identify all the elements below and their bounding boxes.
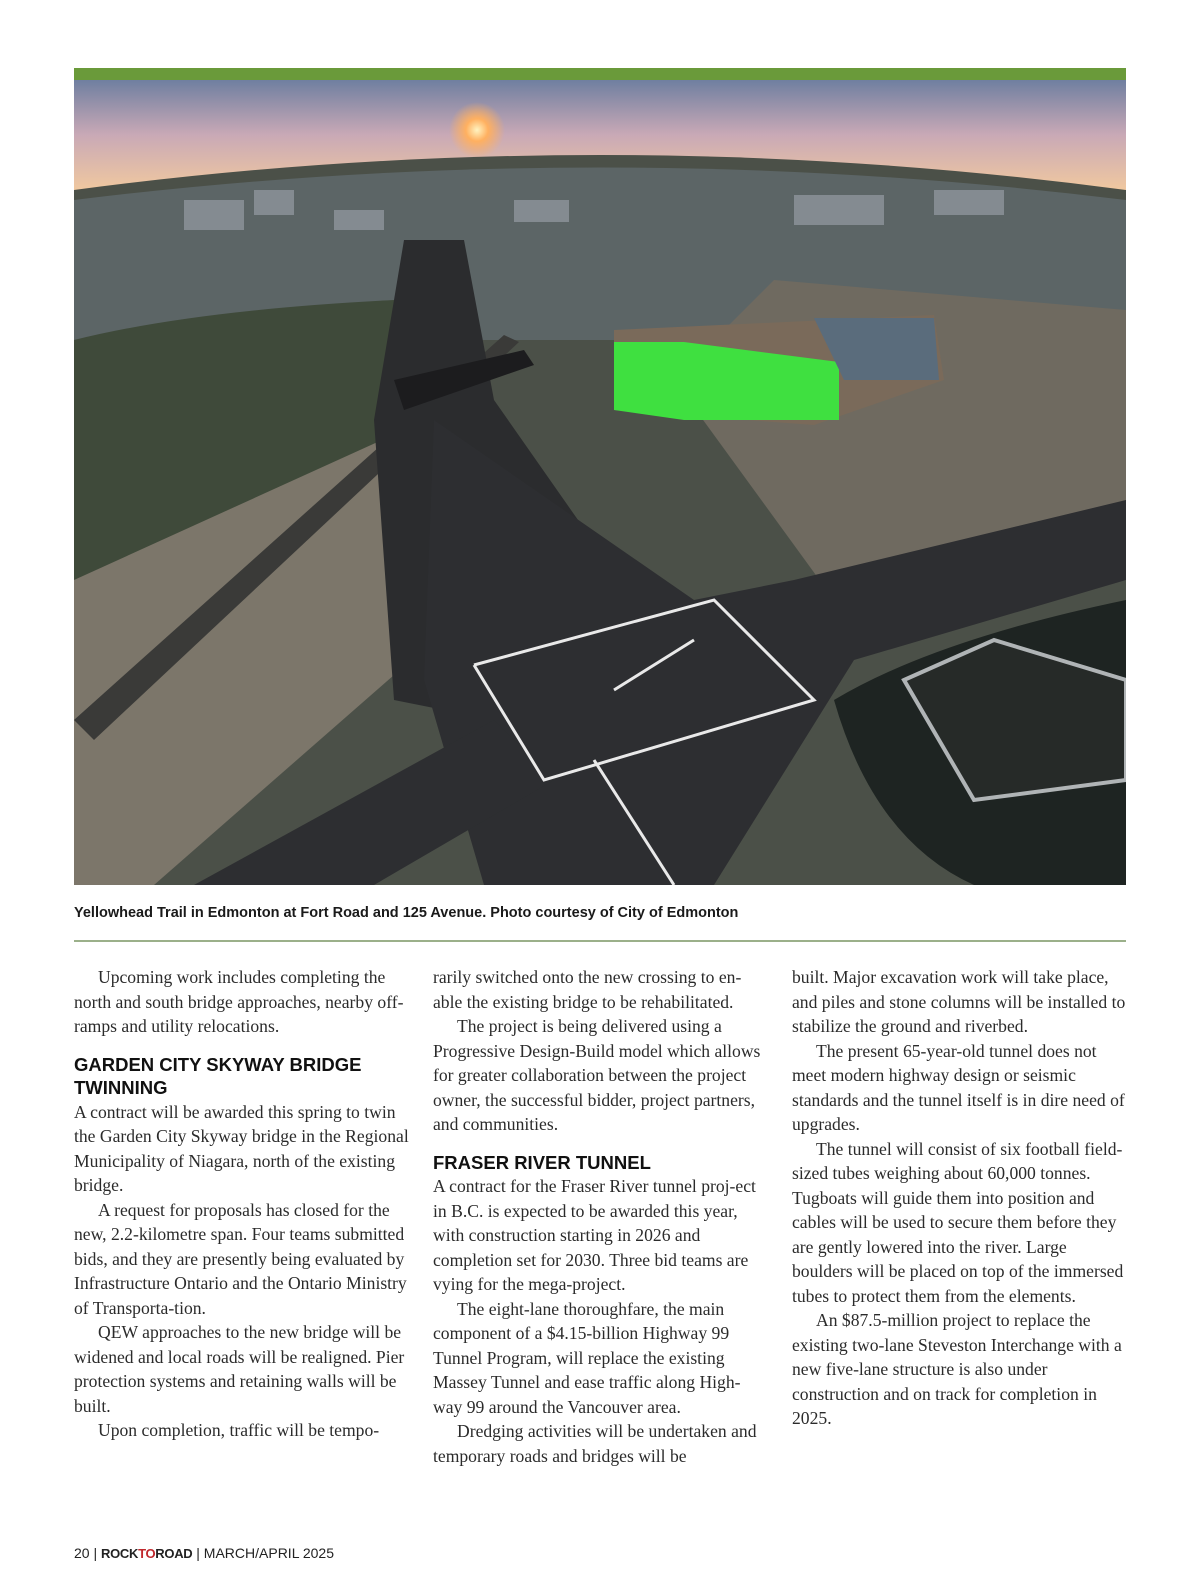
magazine-logo: ROCKTOROAD xyxy=(101,1546,193,1561)
section-heading-fraser-river: FRASER RIVER TUNNEL xyxy=(433,1151,651,1173)
paragraph: The project is being delivered using a Progressive Design-Build model which allows for greater collaboration between the project owner, the successful bidder, project partners, and communities. xyxy=(433,1016,761,1134)
paragraph: The tunnel will consist of six football field-sized tubes weighing about 60,000 tonnes. Tugboats will guide them into position and cables will be used to secure them before they are gently lowered into the river. Large boulders will be placed on top of the immersed tubes to protect them from the elements. xyxy=(792,1138,1124,1306)
paragraph: A contract for the Fraser River tunnel proj-ect in B.C. is expected to be awarded this year, with construction starting in 2026 and completion set for 2030. Three bid teams are vying for the mega-project. xyxy=(433,1176,756,1294)
paragraph: rarily switched onto the new crossing to en-able the existing bridge to be rehabilitated. xyxy=(433,967,742,1012)
page-number: 20 xyxy=(74,1545,90,1561)
text-column-2 xyxy=(433,965,768,1468)
paragraph: QEW approaches to the new bridge will be widened and local roads will be realigned. Pier protection systems and retaining walls will be built. xyxy=(74,1322,405,1416)
paragraph: The eight-lane thoroughfare, the main component of a $4.15-billion Highway 99 Tunnel Program, will replace the existing Massey Tunnel and ease traffic along High-way 99 around the Vancouver area. xyxy=(433,1298,741,1417)
aerial-photo-illustration xyxy=(74,80,1126,885)
footer-separator: | xyxy=(196,1545,200,1561)
paragraph: An $87.5-million project to replace the existing two-lane Steveston Interchange with a new five-lane structure is also under construction and on track for completion in 2025. xyxy=(792,1310,1122,1428)
paragraph: Upcoming work includes completing the north and south bridge approaches, nearby off-ramps and utility relocations. xyxy=(74,967,404,1036)
paragraph: A request for proposals has closed for the new, 2.2-kilometre span. Four teams submitted bids, and they are presently being evaluated by Infrastructure Ontario and the Ontario Ministry of Transporta-tion. xyxy=(74,1199,407,1318)
page-footer xyxy=(74,1545,334,1561)
paragraph: A contract will be awarded this spring to twin the Garden City Skyway bridge in the Regional Municipality of Niagara, north of the existing bridge. xyxy=(74,1101,409,1195)
aerial-photo xyxy=(74,80,1126,885)
paragraph: Dredging activities will be undertaken and temporary roads and bridges will be xyxy=(433,1421,757,1466)
caption-divider xyxy=(74,940,1126,942)
paragraph: built. Major excavation work will take place, and piles and stone columns will be installed to stabilize the ground and riverbed. xyxy=(792,967,1126,1036)
header-accent-bar xyxy=(74,68,1126,80)
text-column-1 xyxy=(74,965,409,1443)
text-column-3 xyxy=(792,965,1127,1431)
section-heading-garden-city: GARDEN CITY SKYWAY BRIDGE TWINNING xyxy=(74,1053,362,1098)
paragraph: The present 65-year-old tunnel does not meet modern highway design or seismic standards and the tunnel itself is in dire need of upgrades. xyxy=(792,1040,1125,1134)
footer-separator: | xyxy=(93,1545,98,1561)
photo-caption: Yellowhead Trail in Edmonton at Fort Road and 125 Avenue. Photo courtesy of City of Edmonton xyxy=(74,905,739,921)
paragraph: Upon completion, traffic will be tempo- xyxy=(98,1420,380,1440)
issue-date: MARCH/APRIL 2025 xyxy=(203,1545,334,1561)
